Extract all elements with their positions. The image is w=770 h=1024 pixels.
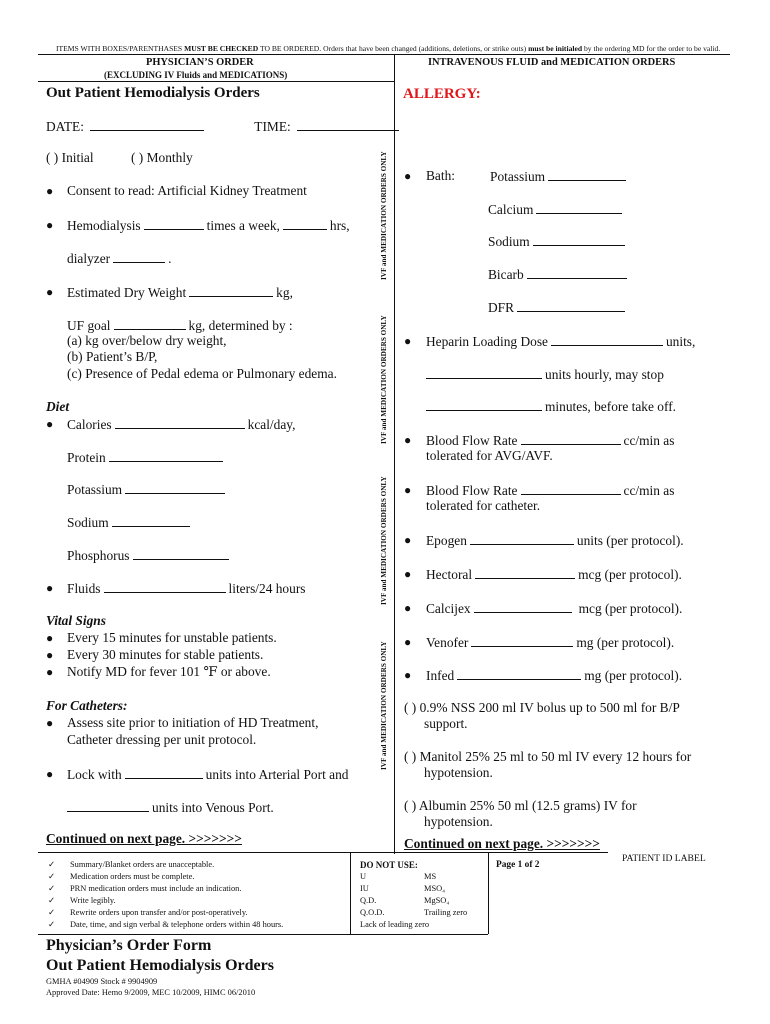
phosphorus-line	[67, 547, 232, 564]
hectoral-line	[426, 566, 682, 583]
checklist-item: PRN medication orders must include an indication.	[70, 884, 242, 893]
footer-title-2: Out Patient Hemodialysis Orders	[46, 957, 274, 974]
bfr-cath-unit: cc/min as	[623, 483, 675, 498]
sodium-line	[67, 514, 193, 531]
allergy-label: ALLERGY:	[403, 86, 481, 102]
manitol-option[interactable]: ( ) Manitol 25% 25 ml to 50 ml IV every 12 hours for	[404, 749, 692, 764]
checklist-item: Write legibly.	[70, 896, 116, 905]
venous-units-field[interactable]	[67, 799, 149, 812]
bullet-icon: ●	[404, 334, 412, 348]
checkmark-icon: ✓	[48, 908, 56, 917]
vital-sign-item: Notify MD for fever 101 ℉ or above.	[67, 664, 271, 679]
monthly-option[interactable]: ( ) Monthly	[131, 150, 193, 165]
catheter-item: Assess site prior to initiation of HD Treatment,	[67, 715, 319, 730]
continued-right: Continued on next page. >>>>>>>	[404, 836, 600, 851]
bfr-cath-note: tolerated for catheter.	[426, 498, 541, 513]
bath-bicarb-label: Bicarb	[488, 267, 524, 282]
heparin-stop-label: minutes, before take off.	[545, 399, 677, 414]
bottom-rule	[38, 852, 608, 853]
catheters-heading: For Catheters:	[46, 698, 128, 713]
hemo-hours-field[interactable]	[283, 217, 327, 230]
bullet-icon: ●	[46, 285, 54, 299]
top-note	[56, 44, 720, 54]
dialyzer-line	[67, 250, 171, 267]
bath-sodium-label: Sodium	[488, 234, 530, 249]
infed-unit: mg (per protocol).	[584, 668, 683, 683]
bullet-icon: ●	[404, 533, 412, 547]
bullet-icon: ●	[404, 169, 412, 183]
bullet-icon: ●	[404, 668, 412, 682]
bath-calcium-line	[488, 201, 625, 218]
checkmark-icon: ✓	[48, 896, 56, 905]
header-bottom-rule	[38, 81, 394, 82]
protein-label: Protein	[67, 450, 106, 465]
albumin-option[interactable]: ( ) Albumin 25% 50 ml (12.5 grams) IV for	[404, 798, 637, 813]
protein-field[interactable]	[109, 449, 223, 462]
checklist-item: Medication orders must be complete.	[70, 872, 195, 881]
vertical-label: IVF and MEDICATION ORDERS ONLY	[380, 315, 388, 444]
time-field[interactable]	[297, 118, 399, 131]
top-note-emphasis: MUST BE CHECKED	[184, 44, 259, 53]
dialyzer-end: .	[168, 251, 172, 266]
left-header-title: PHYSICIAN’S ORDER	[146, 57, 254, 68]
bath-potassium-field[interactable]	[548, 168, 626, 181]
bath-potassium-line	[490, 168, 629, 185]
bullet-icon: ●	[46, 581, 54, 595]
nss-option[interactable]: ( ) 0.9% NSS 200 ml IV bolus up to 500 ml for B/P	[404, 700, 680, 715]
venofer-field[interactable]	[471, 634, 573, 647]
bfr-avg-note: tolerated for AVG/AVF.	[426, 448, 553, 463]
dialyzer-field[interactable]	[113, 250, 165, 263]
patient-id-label: PATIENT ID LABEL	[622, 853, 706, 864]
checkmark-icon: ✓	[48, 872, 56, 881]
heparin-stop-line	[426, 398, 676, 415]
uf-goal-unit: kg, determined by :	[188, 318, 293, 333]
date-row	[46, 118, 402, 135]
hemodialysis-line	[67, 217, 350, 234]
arterial-units-field[interactable]	[125, 766, 203, 779]
dnu-abbrev: IU	[360, 884, 369, 893]
epogen-unit: units (per protocol).	[576, 533, 684, 548]
dnu-abbrev: U	[360, 872, 367, 881]
bullet-icon: ●	[46, 631, 54, 645]
heparin-hourly-label: units hourly, may stop	[545, 367, 664, 382]
lock-label: Lock with	[67, 767, 122, 782]
heparin-stop-field[interactable]	[426, 398, 542, 411]
bfr-avg-label: Blood Flow Rate	[426, 433, 518, 448]
top-note-part: TO BE ORDERED. Orders that have been changed (additions, deletions, or strike outs)	[258, 44, 529, 53]
bullet-icon: ●	[46, 184, 54, 198]
bullet-icon: ●	[46, 648, 54, 662]
bath-dfr-line	[488, 299, 628, 316]
consent-line: Consent to read: Artificial Kidney Treatment	[67, 183, 307, 198]
epogen-line	[426, 532, 684, 549]
calories-label: Calories	[67, 417, 112, 432]
hemo-label: Hemodialysis	[67, 218, 141, 233]
vital-signs-heading: Vital Signs	[46, 613, 106, 628]
sodium-field[interactable]	[112, 514, 190, 527]
epogen-label: Epogen	[426, 533, 467, 548]
dnu-abbrev: MSO₄	[424, 884, 446, 893]
potassium-field[interactable]	[125, 481, 225, 494]
bullet-icon: ●	[46, 665, 54, 679]
top-note-part: ITEMS WITH BOXES/PARENTHASES	[56, 44, 185, 53]
calcijex-line	[426, 600, 682, 617]
fluids-line	[67, 580, 306, 597]
column-divider	[394, 54, 395, 854]
hemo-times-field[interactable]	[144, 217, 204, 230]
lock-line	[67, 766, 349, 783]
bottom-box-rule	[38, 934, 488, 935]
bath-sodium-field[interactable]	[533, 233, 625, 246]
footer-stock: GMHA #04909 Stock # 9904909	[46, 977, 158, 986]
dnu-divider	[488, 852, 489, 934]
dnu-abbrev: Trailing zero	[424, 908, 468, 917]
date-field[interactable]	[90, 118, 204, 131]
bath-dfr-field[interactable]	[517, 299, 625, 312]
hemo-times-label: times a week,	[206, 218, 280, 233]
bath-bicarb-field[interactable]	[527, 266, 627, 279]
bullet-icon: ●	[46, 417, 54, 431]
dnu-abbrev: Q.O.D.	[360, 908, 385, 917]
vital-sign-item: Every 15 minutes for unstable patients.	[67, 630, 277, 645]
protein-line	[67, 449, 226, 466]
header-top-rule	[38, 54, 730, 55]
calories-field[interactable]	[115, 416, 245, 429]
dialyzer-label: dialyzer	[67, 251, 111, 266]
dry-weight-label: Estimated Dry Weight	[67, 285, 187, 300]
bath-calcium-field[interactable]	[536, 201, 622, 214]
catheter-item: Catheter dressing per unit protocol.	[67, 732, 257, 747]
venofer-unit: mg (per protocol).	[576, 635, 675, 650]
phosphorus-label: Phosphorus	[67, 548, 130, 563]
diet-heading: Diet	[46, 399, 70, 414]
initial-option[interactable]: ( ) Initial	[46, 150, 94, 165]
checklist-item: Date, time, and sign verbal & telephone orders within 48 hours.	[70, 920, 284, 929]
bfr-cath-field[interactable]	[521, 482, 621, 495]
dry-weight-line	[67, 284, 293, 301]
dry-weight-field[interactable]	[189, 284, 273, 297]
heparin-hourly-line	[426, 366, 664, 383]
checklist-divider	[350, 852, 351, 934]
bullet-icon: ●	[46, 767, 54, 781]
calcijex-unit: mcg (per protocol).	[578, 601, 683, 616]
uf-goal-field[interactable]	[114, 317, 186, 330]
vertical-label: IVF and MEDICATION ORDERS ONLY	[380, 476, 388, 605]
top-note-emphasis: must be initialed	[528, 44, 583, 53]
checklist-item: Rewrite orders upon transfer and/or post-operatively.	[70, 908, 248, 917]
venous-line	[67, 799, 274, 816]
right-header-title: INTRAVENOUS FLUID and MEDICATION ORDERS	[428, 57, 676, 68]
page-label: Page 1 of 2	[496, 860, 540, 870]
dnu-abbrev: MgSO₄	[424, 896, 450, 905]
checkmark-icon: ✓	[48, 860, 56, 869]
bullet-icon: ●	[404, 567, 412, 581]
calories-line	[67, 416, 295, 433]
heparin-line	[426, 333, 695, 350]
bath-dfr-label: DFR	[488, 300, 515, 315]
bfr-cath-label: Blood Flow Rate	[426, 483, 518, 498]
dry-weight-unit: kg,	[276, 285, 293, 300]
bfr-cath-line	[426, 482, 674, 499]
bullet-icon: ●	[404, 433, 412, 447]
venofer-line	[426, 634, 674, 651]
continued-left: Continued on next page. >>>>>>>	[46, 831, 242, 846]
checkmark-icon: ✓	[48, 884, 56, 893]
bullet-icon: ●	[404, 635, 412, 649]
arterial-label: units into Arterial Port and	[205, 767, 349, 782]
uf-criterion: (c) Presence of Pedal edema or Pulmonary edema.	[67, 366, 337, 381]
uf-criterion: (a) kg over/below dry weight,	[67, 333, 227, 348]
checklist-item: Summary/Blanket orders are unacceptable.	[70, 860, 215, 869]
bath-calcium-label: Calcium	[488, 202, 534, 217]
infed-field[interactable]	[457, 667, 581, 680]
bath-bicarb-line	[488, 266, 630, 283]
bath-label: Bath:	[426, 168, 456, 183]
calcijex-label: Calcijex	[426, 601, 471, 616]
heparin-unit: units,	[665, 334, 696, 349]
date-label: DATE:	[46, 119, 84, 134]
dnu-abbrev: Lack of leading zero	[360, 920, 430, 929]
time-label: TIME:	[254, 119, 291, 134]
uf-criterion: (b) Patient’s B/P,	[67, 349, 158, 364]
checkmark-icon: ✓	[48, 920, 56, 929]
dnu-abbrev: MS	[424, 872, 437, 881]
hectoral-unit: mcg (per protocol).	[578, 567, 682, 582]
infed-label: Infed	[426, 668, 455, 683]
form-title: Out Patient Hemodialysis Orders	[46, 85, 260, 101]
potassium-label: Potassium	[67, 482, 123, 497]
left-header-subtitle: (EXCLUDING IV Fluids and MEDICATIONS)	[104, 70, 288, 80]
nss-option-cont: support.	[424, 716, 468, 731]
top-note-part: by the ordering MD for the order to be valid.	[582, 44, 721, 53]
footer-approved: Approved Date: Hemo 9/2009, MEC 10/2009, HIMC 06/2010	[46, 988, 256, 997]
vertical-label: IVF and MEDICATION ORDERS ONLY	[380, 641, 388, 770]
hemo-hours-label: hrs,	[329, 218, 350, 233]
sodium-label: Sodium	[67, 515, 109, 530]
infed-line	[426, 667, 682, 684]
hectoral-field[interactable]	[475, 566, 575, 579]
albumin-option-cont: hypotension.	[424, 814, 493, 829]
footer-title-1: Physician’s Order Form	[46, 937, 212, 954]
bath-sodium-line	[488, 233, 628, 250]
bath-potassium-label: Potassium	[490, 169, 546, 184]
fluids-unit: liters/24 hours	[228, 581, 306, 596]
vital-sign-item: Every 30 minutes for stable patients.	[67, 647, 264, 662]
heparin-hourly-field[interactable]	[426, 366, 542, 379]
bfr-avg-field[interactable]	[521, 432, 621, 445]
bullet-icon: ●	[46, 716, 54, 730]
venous-label: units into Venous Port.	[152, 800, 274, 815]
calories-unit: kcal/day,	[247, 417, 296, 432]
heparin-loading-field[interactable]	[551, 333, 663, 346]
dnu-abbrev: Q.D.	[360, 896, 377, 905]
venofer-label: Venofer	[426, 635, 469, 650]
uf-goal-line	[67, 317, 293, 334]
uf-goal-label: UF goal	[67, 318, 111, 333]
fluids-label: Fluids	[67, 581, 101, 596]
epogen-field[interactable]	[470, 532, 574, 545]
bullet-icon: ●	[404, 601, 412, 615]
phosphorus-field[interactable]	[133, 547, 229, 560]
do-not-use-title: DO NOT USE:	[360, 860, 418, 870]
calcijex-field[interactable]	[474, 600, 572, 613]
hectoral-label: Hectoral	[426, 567, 473, 582]
bfr-avg-line	[426, 432, 674, 449]
heparin-label: Heparin Loading Dose	[426, 334, 548, 349]
manitol-option-cont: hypotension.	[424, 765, 493, 780]
fluids-field[interactable]	[104, 580, 226, 593]
bullet-icon: ●	[46, 218, 54, 232]
bfr-avg-unit: cc/min as	[623, 433, 675, 448]
vertical-label: IVF and MEDICATION ORDERS ONLY	[380, 151, 388, 280]
potassium-line	[67, 481, 228, 498]
bullet-icon: ●	[404, 483, 412, 497]
